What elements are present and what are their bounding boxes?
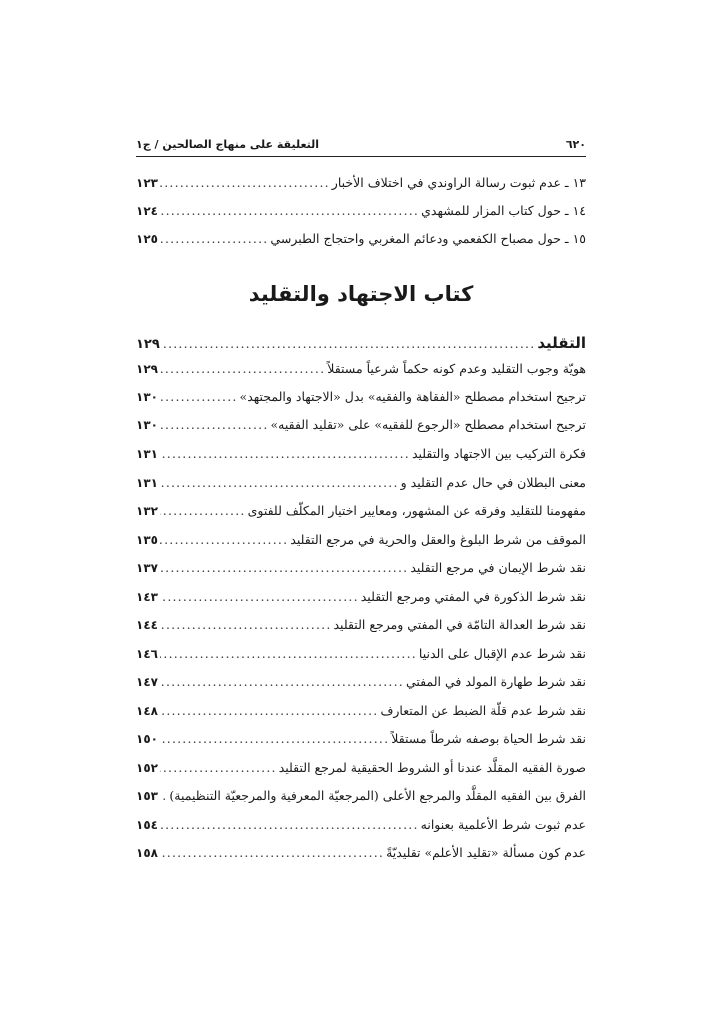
leader-dots — [160, 500, 246, 522]
toc-entry-page: ١٣٠ — [136, 418, 158, 432]
toc-entry-label: نقد شرط عدم قلّة الضبط عن المتعارف — [380, 703, 586, 718]
leader-dots — [160, 700, 378, 722]
leader-dots — [160, 643, 417, 665]
toc-entry-label: ١٤ ـ حول كتاب المزار للمشهدي — [421, 203, 586, 218]
toc-entry-label: ١٣ ـ عدم ثبوت رسالة الراوندي في اختلاف الأخبار — [331, 175, 586, 190]
toc-section-label: التقليد — [537, 334, 586, 352]
leader-dots — [160, 671, 404, 693]
leader-dots — [160, 386, 238, 408]
toc-entry-label: الموقف من شرط البلوغ والعقل والحرية في مرجع التقليد — [290, 532, 586, 547]
leader-dots — [160, 443, 410, 465]
leader-dots — [160, 814, 419, 836]
leader-dots — [160, 586, 359, 608]
toc-entry-label: نقد شرط عدم الإقبال على الدنيا — [418, 646, 586, 661]
toc-entry-page: ١٥٤ — [136, 818, 158, 832]
toc-page — [136, 0, 586, 1018]
toc-entry-page: ١٥٨ — [136, 846, 158, 860]
toc-entry-page: ١٣١ — [136, 447, 158, 461]
toc-entry-page: ١٥٢ — [136, 761, 158, 775]
toc-entry-label: معنى البطلان في حال عدم التقليد و — [400, 475, 586, 490]
leader-dots — [162, 333, 536, 355]
toc-entry-label: نقد شرط طهارة المولد في المفتي — [405, 674, 586, 689]
leader-dots — [160, 172, 330, 194]
toc-entry-page: ١٢٩ — [136, 362, 158, 376]
leader-dots — [160, 529, 288, 551]
toc-entry-page: ١٣٠ — [136, 390, 158, 404]
toc-entry-page: ١٣٥ — [136, 533, 158, 547]
toc-entry-page: ١٢٣ — [136, 176, 158, 190]
running-header — [136, 133, 586, 155]
toc-entry-page: ١٣٧ — [136, 561, 158, 575]
toc-entry-label: مفهومنا للتقليد وفرقه عن المشهور، ومعايير اختيار المكلّف للفتوى — [247, 503, 586, 518]
toc-entry[interactable] — [136, 386, 586, 408]
toc-entry-label: نقد شرط الحياة بوصفه شرطاً مستقلاً — [391, 731, 586, 746]
toc-entry[interactable] — [136, 842, 586, 864]
toc-entry[interactable] — [136, 172, 586, 194]
header-rule — [136, 156, 586, 157]
toc-entry[interactable] — [136, 358, 586, 380]
toc-entry[interactable] — [136, 728, 586, 750]
toc-entry[interactable] — [136, 200, 586, 222]
toc-entry-page: ١٤٤ — [136, 618, 158, 632]
leader-dots — [160, 472, 399, 494]
leader-dots — [160, 228, 268, 250]
toc-entry-label: صورة الفقيه المقلَّد عندنا أو الشروط الحقيقية لمرجع التقليد — [278, 760, 586, 775]
toc-entry[interactable] — [136, 643, 586, 665]
toc-entry[interactable] — [136, 614, 586, 636]
toc-entry[interactable] — [136, 529, 586, 551]
toc-entry[interactable] — [136, 814, 586, 836]
toc-entry[interactable] — [136, 557, 586, 579]
leader-dots — [160, 757, 277, 779]
toc-entry-page: ١٤٧ — [136, 675, 158, 689]
toc-entry-page: ١٥٣ — [136, 789, 158, 803]
leader-dots — [160, 785, 167, 807]
leader-dots — [160, 358, 325, 380]
toc-entry[interactable] — [136, 414, 586, 436]
toc-entry-label: نقد شرط الإيمان في مرجع التقليد — [410, 560, 586, 575]
toc-entry-label: الفرق بين الفقيه المقلَّد والمرجع الأعلى (المرجعيّة المعرفية والمرجعيّة التنظيمية) — [169, 788, 586, 803]
toc-entry-page: ١٢٤ — [136, 204, 158, 218]
toc-section-heading[interactable] — [136, 332, 586, 354]
toc-entry-page: ١٤٨ — [136, 704, 158, 718]
toc-entry-label: ترجيح استخدام مصطلح «الرجوع للفقيه» على «تقليد الفقيه» — [270, 417, 586, 432]
toc-entry-label: نقد شرط العدالة التامّة في المفتي ومرجع التقليد — [333, 617, 586, 632]
toc-entry-label: نقد شرط الذكورة في المفتي ومرجع التقليد — [360, 589, 586, 604]
leader-dots — [160, 614, 332, 636]
book-title: كتاب الاجتهاد والتقليد — [248, 282, 474, 306]
toc-entry-label: عدم ثبوت شرط الأعلمية بعنوانه — [420, 817, 586, 832]
toc-entry[interactable] — [136, 472, 586, 494]
toc-entry-label: ترجيح استخدام مصطلح «الفقاهة والفقيه» بدل «الاجتهاد والمجتهد» — [239, 389, 586, 404]
toc-entry[interactable] — [136, 757, 586, 779]
toc-entry-label: ١٥ ـ حول مصباح الكفعمي ودعائم المغربي واحتجاج الطبرسي — [270, 231, 586, 246]
toc-entry[interactable] — [136, 785, 586, 807]
toc-section-page: ١٢٩ — [136, 337, 160, 352]
running-title: التعليقة على منهاج الصالحين / ج١ — [136, 137, 320, 151]
toc-entry[interactable] — [136, 228, 586, 250]
leader-dots — [160, 200, 419, 222]
toc-entry[interactable] — [136, 700, 586, 722]
toc-entry[interactable] — [136, 586, 586, 608]
leader-dots — [160, 414, 269, 436]
leader-dots — [160, 557, 408, 579]
leader-dots — [160, 842, 384, 864]
toc-entry-page: ١٤٣ — [136, 590, 158, 604]
toc-entry[interactable] — [136, 443, 586, 465]
toc-entry-page: ١٤٦ — [136, 647, 158, 661]
toc-entry-label: هويّة وجوب التقليد وعدم كونه حكماً شرعياً مستقلاً — [327, 361, 586, 376]
leader-dots — [160, 728, 389, 750]
toc-entry-label: فكرة التركيب بين الاجتهاد والتقليد — [411, 446, 586, 461]
toc-entry-page: ١٣١ — [136, 476, 158, 490]
toc-entry[interactable] — [136, 500, 586, 522]
toc-entry-page: ١٣٢ — [136, 504, 158, 518]
toc-entry[interactable] — [136, 671, 586, 693]
toc-entry-page: ١٢٥ — [136, 232, 158, 246]
toc-entry-label: عدم كون مسألة «تقليد الأعلم» تقليديّةً — [386, 845, 586, 860]
toc-entry-page: ١٥٠ — [136, 732, 158, 746]
page-number: ٦٢٠ — [565, 137, 586, 151]
